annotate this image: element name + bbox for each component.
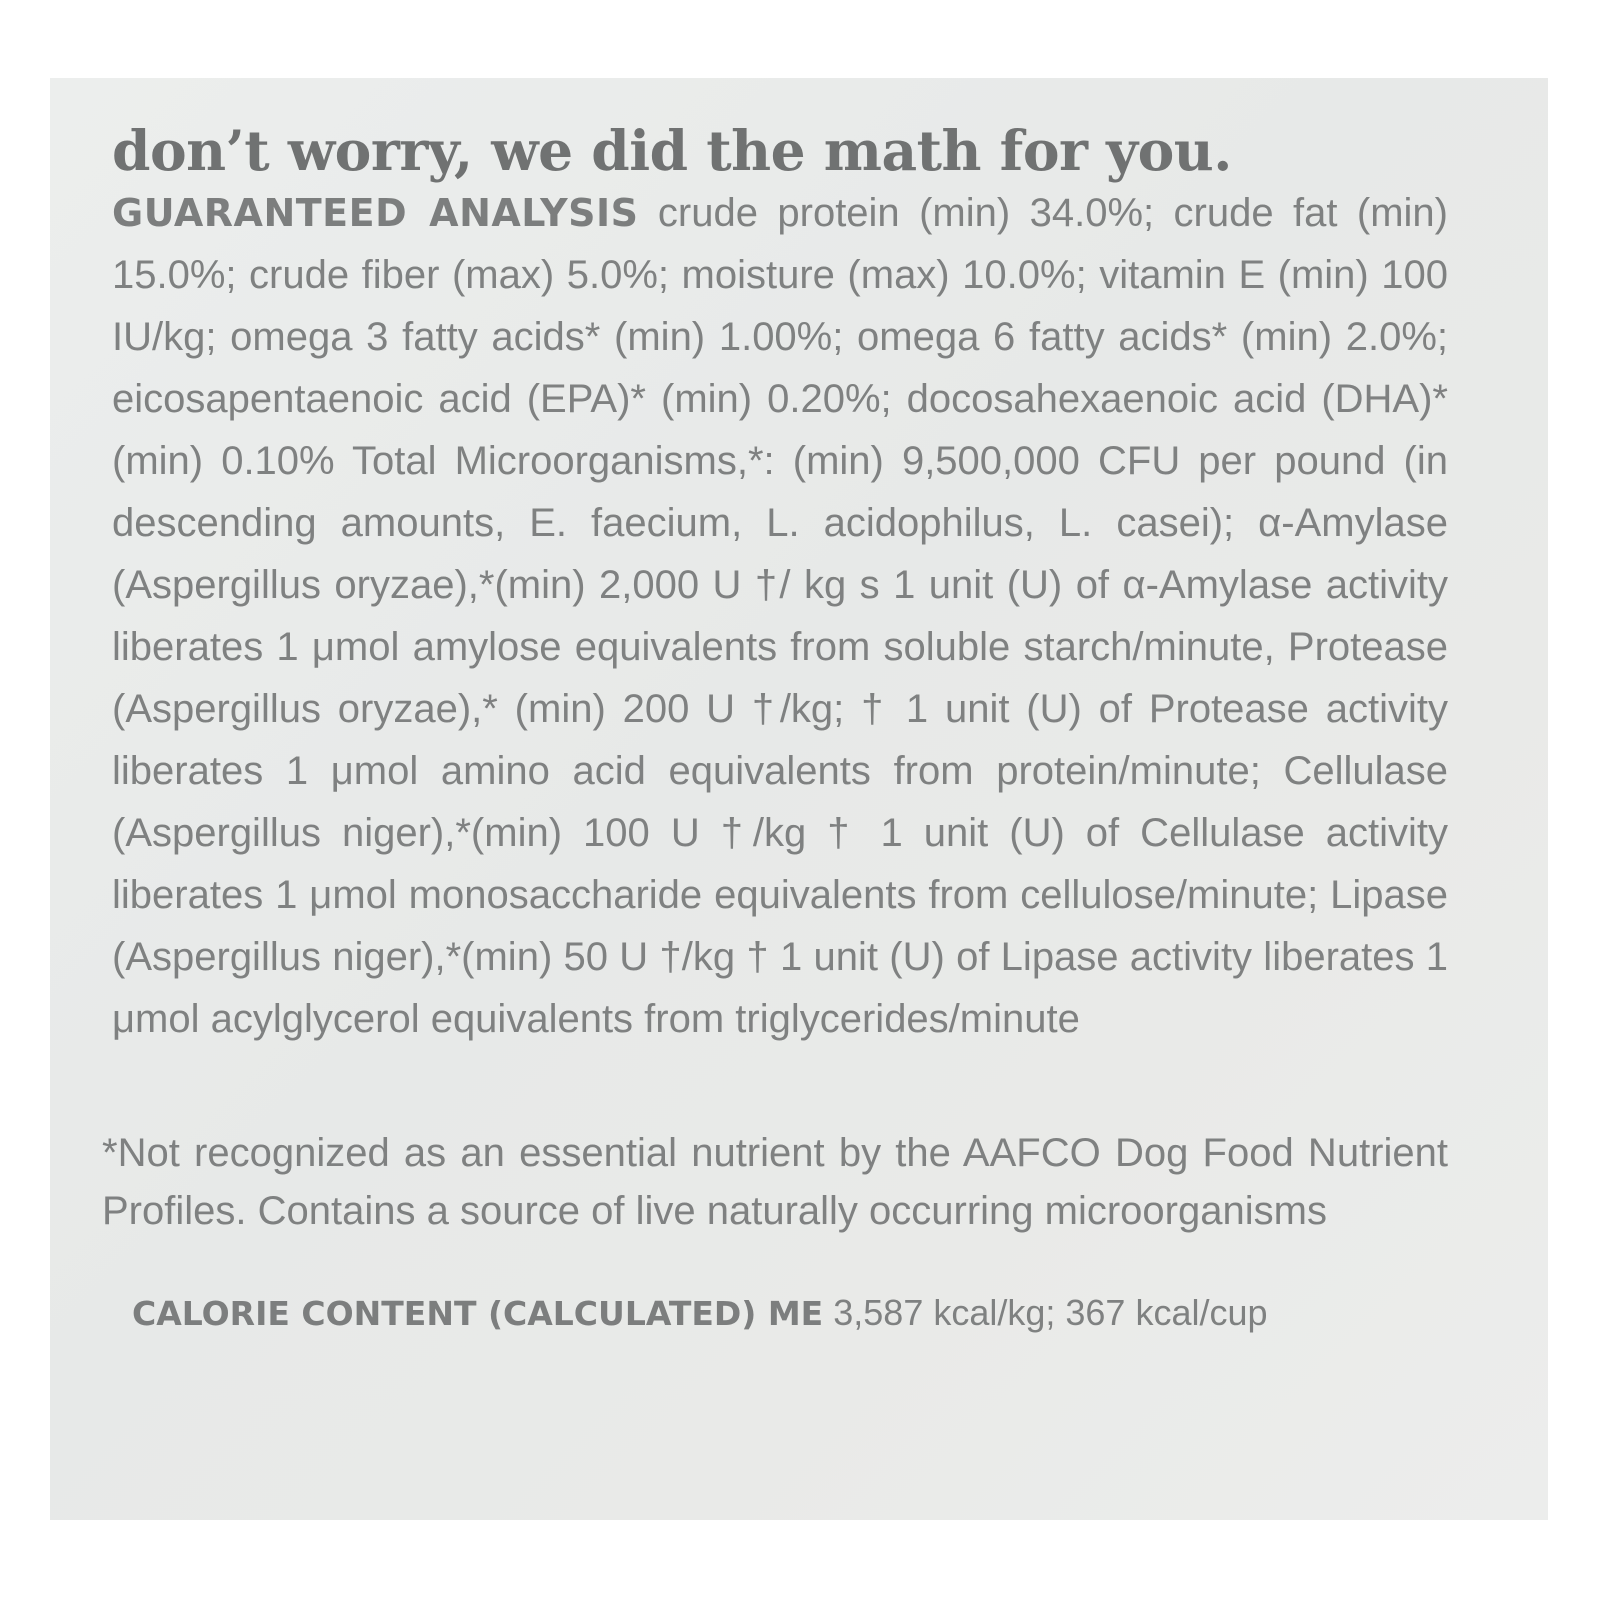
calorie-content-text: 3,587 kcal/kg; 367 kcal/cup [833,1292,1268,1333]
footnote: *Not recognized as an essential nutrient by the AAFCO Dog Food Nutrient Profiles. Contains a source of live naturally occurring microorganisms [102,1131,1448,1233]
calorie-content [132,1288,1448,1339]
headline: don’t worry, we did the math for you. [112,118,1232,183]
guaranteed-analysis [112,182,1448,1050]
guaranteed-analysis-heading: GUARANTEED ANALYSIS [112,191,639,235]
guaranteed-analysis-text: crude protein (min) 34.0%; crude fat (min) 15.0%; crude fiber (max) 5.0%; moisture (max) 10.0%; vitamin E (min) 100 IU/kg; omega 3 fatty acids* (min) 1.00%; omega 6 fatty acids* (min) 2.0%; eicosapentaenoic acid (EPA)* (min) 0.20%; docosahexaenoic acid (DHA)* (min) 0.10% Total Microorganisms,*: (min) 9,500,000 CFU per pound (in descending amounts, E. faecium, L. acidophilus, L. casei); α-Amylase (Aspergillus oryzae),*(min) 2,000 U †/ kg s 1 unit (U) of α-Amylase activity liberates 1 μmol amylose equivalents from soluble starch/minute, Protease (Aspergillus oryzae),* (min) 200 U †/kg; † 1 unit (U) of Protease activity liberates 1 μmol amino acid equivalents from protein/minute; Cellulase (Aspergillus niger),*(min) 100 U †/kg † 1 unit (U) of Cellulase activity liberates 1 μmol monosaccharide equivalents from cellulose/minute; Lipase (Aspergillus niger),*(min) 50 U †/kg † 1 unit (U) of Lipase activity liberates 1 μmol acylglycerol equivalents from triglycerides/minute [112,191,1448,1041]
nutrition-label-panel [50,78,1548,1520]
calorie-content-heading: CALORIE CONTENT (CALCULATED) ME [132,1294,824,1333]
